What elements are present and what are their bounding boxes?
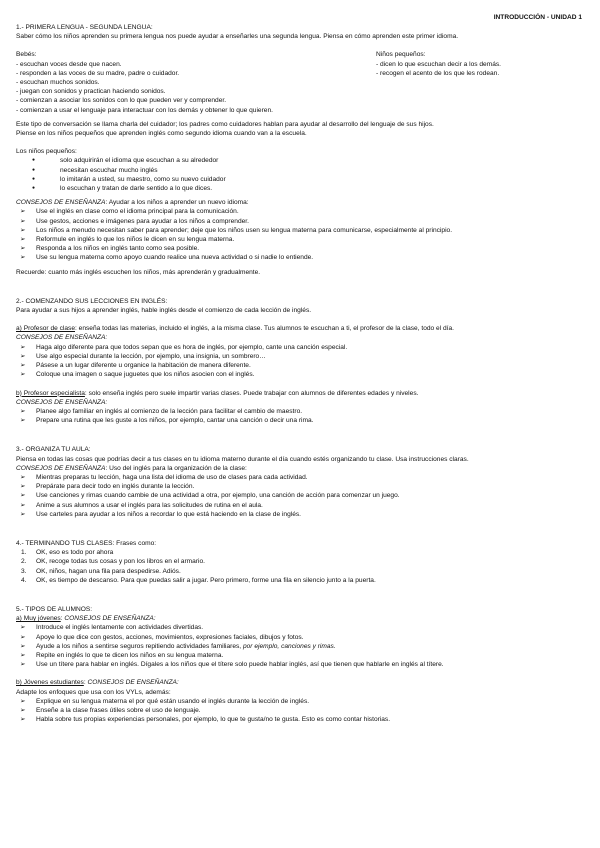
list-item: ➢ Repite en inglés lo que te dicen los niños en su lengua materna.	[16, 651, 588, 660]
list-item: ➢ Explique en su lengua materna el por qué están usando el inglés durante la lección de inglés.	[16, 697, 588, 706]
section-3-title: 3.- ORGANIZA TU AULA:	[16, 446, 91, 454]
caregiver-paragraph: Este tipo de conversación se llama charla del cuidador; los padres como cuidadores hablan para ayudar al desarrollo del lenguaje de sus hijos.	[16, 120, 434, 128]
very-young-tips	[16, 623, 588, 669]
list-item: ➢ Use carteles para ayudar a los niños a recordar lo que está haciendo en la clase de inglés.	[16, 510, 588, 519]
young-learners-heading: b) Jóvenes estudiantes: CONSEJOS DE ENSEÑANZA:	[16, 679, 179, 687]
section-5-title: 5.- TIPOS DE ALUMNOS:	[16, 605, 93, 613]
classroom-tips	[16, 473, 588, 519]
list-item: ➢ Use gestos, acciones e imágenes para ayudar a los niños a comprender.	[16, 217, 588, 226]
babies-item: - responden a las voces de su madre, padre o cuidador.	[16, 69, 180, 77]
closing-phrases-list	[16, 548, 588, 585]
babies-item: - escuchan voces desde que nacen.	[16, 60, 122, 68]
young-learners-intro: Adapte los enfoques que usa con los VYLs, además:	[16, 688, 171, 696]
tips-heading: CONSEJOS DE ENSEÑANZA:	[16, 398, 108, 406]
page-header: INTRODUCCIÓN - UNIDAD 1	[493, 14, 582, 21]
list-item: ➢ Haga algo diferente para que todos sepan que es hora de inglés, por ejemplo, cante una canción especial.	[16, 343, 588, 352]
list-item: ● necesitan escuchar mucho inglés	[16, 166, 588, 175]
list-item: ● lo imitarán a usted, su maestro, como su nuevo cuidador	[16, 175, 588, 184]
tips-heading: CONSEJOS DE ENSEÑANZA: Uso del inglés para la organización de la clase:	[16, 464, 247, 472]
list-item: ➢ Responda a los niños en inglés tanto como sea posible.	[16, 244, 588, 253]
list-item: ➢ Pásese a un lugar diferente u organice la habitación de manera diferente.	[16, 361, 588, 370]
list-item: ➢ Use algo especial durante la lección, por ejemplo, una insignia, un sombrero…	[16, 352, 588, 361]
class-teacher-paragraph: a) Profesor de clase: enseña todas las materias, incluido el inglés, a la misma clase. Tus alumnos te escuchan a ti, el profesor de la clase, todo el día.	[16, 325, 454, 333]
babies-item: - juegan con sonidos y practican haciendo sonidos.	[16, 88, 166, 96]
list-item: ➢ Use canciones y rimas cuando cambie de una actividad a otra, por ejemplo, una canción de acción para comenzar un juego.	[16, 491, 588, 500]
children-item: - recogen el acento de los que les rodean.	[376, 69, 500, 77]
section-2-intro: Para ayudar a sus hijos a aprender inglés, hable inglés desde el comienzo de cada lección de inglés.	[16, 307, 312, 315]
list-item: ➢ Introduce el inglés lentamente con actividades divertidas.	[16, 623, 588, 632]
section-1-title: 1.- PRIMERA LENGUA - SEGUNDA LENGUA:	[16, 24, 153, 31]
tips-heading: CONSEJOS DE ENSEÑANZA:	[16, 334, 108, 342]
young-learners-tips	[16, 697, 588, 725]
list-item: ➢ Planee algo familiar en inglés al comienzo de la lección para facilitar el cambio de maestro.	[16, 407, 588, 416]
babies-children-columns	[16, 50, 588, 114]
section-3-intro: Piensa en todas las cosas que podrías decir a tus clases en tu idioma materno durante el día cuando estés organizando tu clase. Usa instrucciones claras.	[16, 455, 469, 463]
list-item: ➢ Anime a sus alumnos a usar el inglés para las solicitudes de rutina en el aula.	[16, 501, 588, 510]
list-item: ➢ Coloque una imagen o saque juguetes que los niños asocien con el inglés.	[16, 370, 588, 379]
class-teacher-tips	[16, 343, 588, 380]
list-item: ● solo adquirirán el idioma que escuchan a su alrededor	[16, 156, 588, 165]
list-item: ➢ Ayude a los niños a sentirse seguros repitiendo actividades familiares, por ejemplo, canciones y rimas.	[16, 642, 588, 651]
specialist-teacher-paragraph: b) Profesor especialista: solo enseña inglés pero suele impartir varias clases. Puede trabajar con alumnos de diferentes edades y niveles.	[16, 389, 419, 397]
list-item: 2. OK, recoge todas tus cosas y pon los libros en el armario.	[21, 558, 205, 566]
tips-list	[16, 207, 588, 262]
babies-title: Bebés:	[16, 51, 37, 59]
list-item: ➢ Habla sobre tus propias experiencias personales, por ejemplo, lo que te gusta/no te gusta. Esto es como contar historias.	[16, 715, 588, 724]
children-title: Niños pequeños:	[376, 51, 426, 59]
tips-heading: CONSEJOS DE ENSEÑANZA: Ayudar a los niños a aprender un nuevo idioma:	[16, 199, 249, 207]
young-children-title: Los niños pequeños:	[16, 148, 77, 156]
specialist-tips	[16, 407, 588, 425]
remember-note: Recuerde: cuanto más inglés escuchen los niños, más aprenderán y gradualmente.	[16, 268, 261, 276]
section-2-title: 2.- COMENZANDO SUS LECCIONES EN INGLÉS:	[16, 297, 168, 305]
list-item: 1. OK, eso es todo por ahora	[21, 549, 114, 557]
list-item: ● lo escuchan y tratan de darle sentido a lo que dices.	[16, 184, 588, 193]
section-4-title: 4.- TERMINANDO TUS CLASES: Frases como:	[16, 539, 157, 547]
list-item: ➢ Prepare una rutina que les guste a los niños, por ejemplo, cantar una canción o decir una rima.	[16, 416, 588, 425]
list-item: ➢ Use su lengua materna como apoyo cuando realice una nueva actividad o si nadie lo entiende.	[16, 253, 588, 262]
list-item: ➢ Use un títere para hablar en inglés. Dígales a los niños que el títere solo puede hablar inglés, así que tienen que hablarle en inglés al títere.	[16, 660, 588, 669]
list-item: ➢ Los niños a menudo necesitan saber para aprender; deje que los niños usen su lengua materna para comunicarse, especialmente al principio.	[16, 226, 588, 235]
babies-item: - comienzan a asociar los sonidos con lo que pueden ver y comprender.	[16, 97, 227, 105]
list-item: 4. OK, es tiempo de descanso. Para que puedas salir a jugar. Pero primero, forme una fila en silencio junto a la puerta.	[21, 576, 376, 584]
young-children-list	[16, 156, 588, 193]
children-item: - dicen lo que escuchan decir a los demás.	[376, 60, 501, 68]
list-item: 3. OK, niños, hagan una fila para despedirse. Adiós.	[21, 567, 181, 575]
second-language-paragraph: Piense en los niños pequeños que aprenden inglés como segundo idioma cuando van a la escuela.	[16, 130, 307, 138]
list-item: ➢ Prepárate para decir todo en inglés durante la lección.	[16, 482, 588, 491]
babies-item: - comienzan a usar el lenguaje para interactuar con los demás y obtener lo que quieren.	[16, 106, 273, 114]
list-item: ➢ Use el inglés en clase como el idioma principal para la comunicación.	[16, 207, 588, 216]
list-item: ➢ Reformule en inglés lo que los niños le dicen en su lengua materna.	[16, 235, 588, 244]
list-item: ➢ Enseñe a la clase frases útiles sobre el uso de lenguaje.	[16, 706, 588, 715]
list-item: ➢ Mientras preparas tu lección, haga una lista del idioma de uso de clases para cada actividad.	[16, 473, 588, 482]
list-item: ➢ Apoye lo que dice con gestos, acciones, movimientos, expresiones faciales, dibujos y fotos.	[16, 633, 588, 642]
very-young-heading: a) Muy jóvenes: CONSEJOS DE ENSEÑANZA:	[16, 615, 156, 623]
babies-item: - escuchan muchos sonidos.	[16, 79, 100, 87]
section-1-intro: Saber cómo los niños aprenden su primera lengua nos puede ayudar a enseñarles una segunda lengua. Piensa en cómo aprenden este primer idioma.	[16, 33, 459, 41]
